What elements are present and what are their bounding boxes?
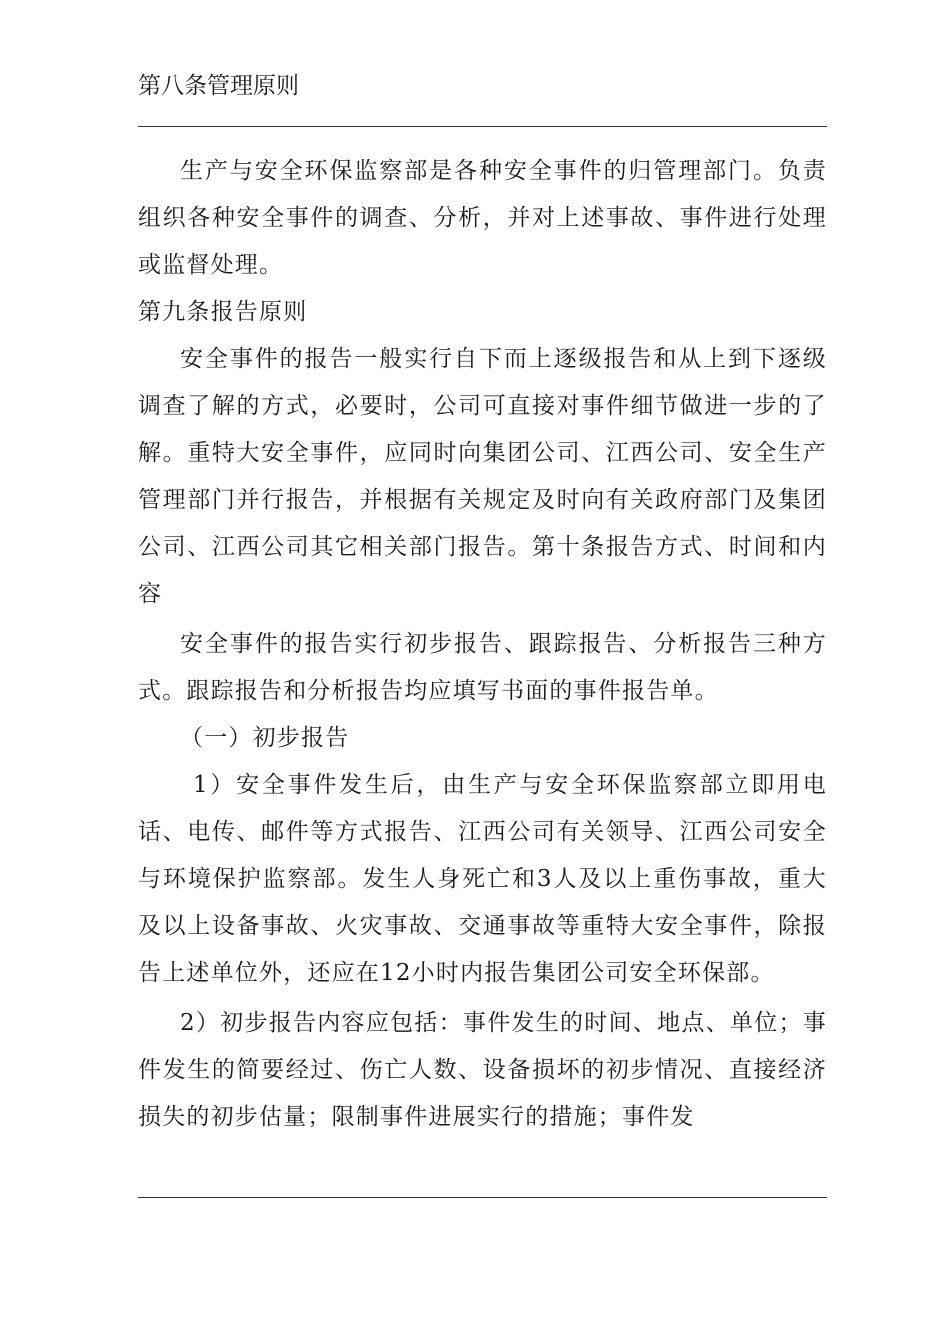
page-header-title: 第八条管理原则 [138,73,299,99]
paragraph-reporting-methods: 安全事件的报告实行初步报告、跟踪报告、分析报告三种方式。跟踪报告和分析报告均应填写书面的事件报告单。 [138,631,827,704]
paragraph-management-principle: 生产与安全环保监察部是各种安全事件的归管理部门。负责组织各种安全事件的调查、分析，并对上述事故、事件进行处理或监督处理。 [138,158,827,278]
document-body [138,148,827,1141]
subheading-preliminary-report: （一）初步报告 [180,725,350,751]
list-item-2: 2）初步报告内容应包括：事件发生的时间、地点、单位；事件发生的简要经过、伤亡人数、设备损坏的初步情况、直接经济损失的初步估量；限制事件进展实行的措施；事件发 [138,1010,827,1130]
list-item-1: 1）安全事件发生后，由生产与安全环保监察部立即用电话、电传、邮件等方式报告、江西公司有关领导、江西公司安全与环境保护监察部。发生人身死亡和3人及以上重伤事故，重大及以上设备事故、火灾事故、交通事故等重特大安全事件，除报告上述单位外，还应在12小时内报告集团公司安全环保部。 [138,772,827,986]
footer-divider [138,1197,827,1198]
paragraph-reporting-principle: 安全事件的报告一般实行自下而上逐级报告和从上到下逐级调查了解的方式，必要时，公司可直接对事件细节做进一步的了解。重特大安全事件，应同时向集团公司、江西公司、安全生产管理部门并行报告，并根据有关规定及时向有关政府部门及集团公司、江西公司其它相关部门报告。第十条报告方式、时间和内容 [138,346,827,607]
header-divider [138,126,827,127]
article-heading-reporting-principle: 第九条报告原则 [138,299,308,325]
